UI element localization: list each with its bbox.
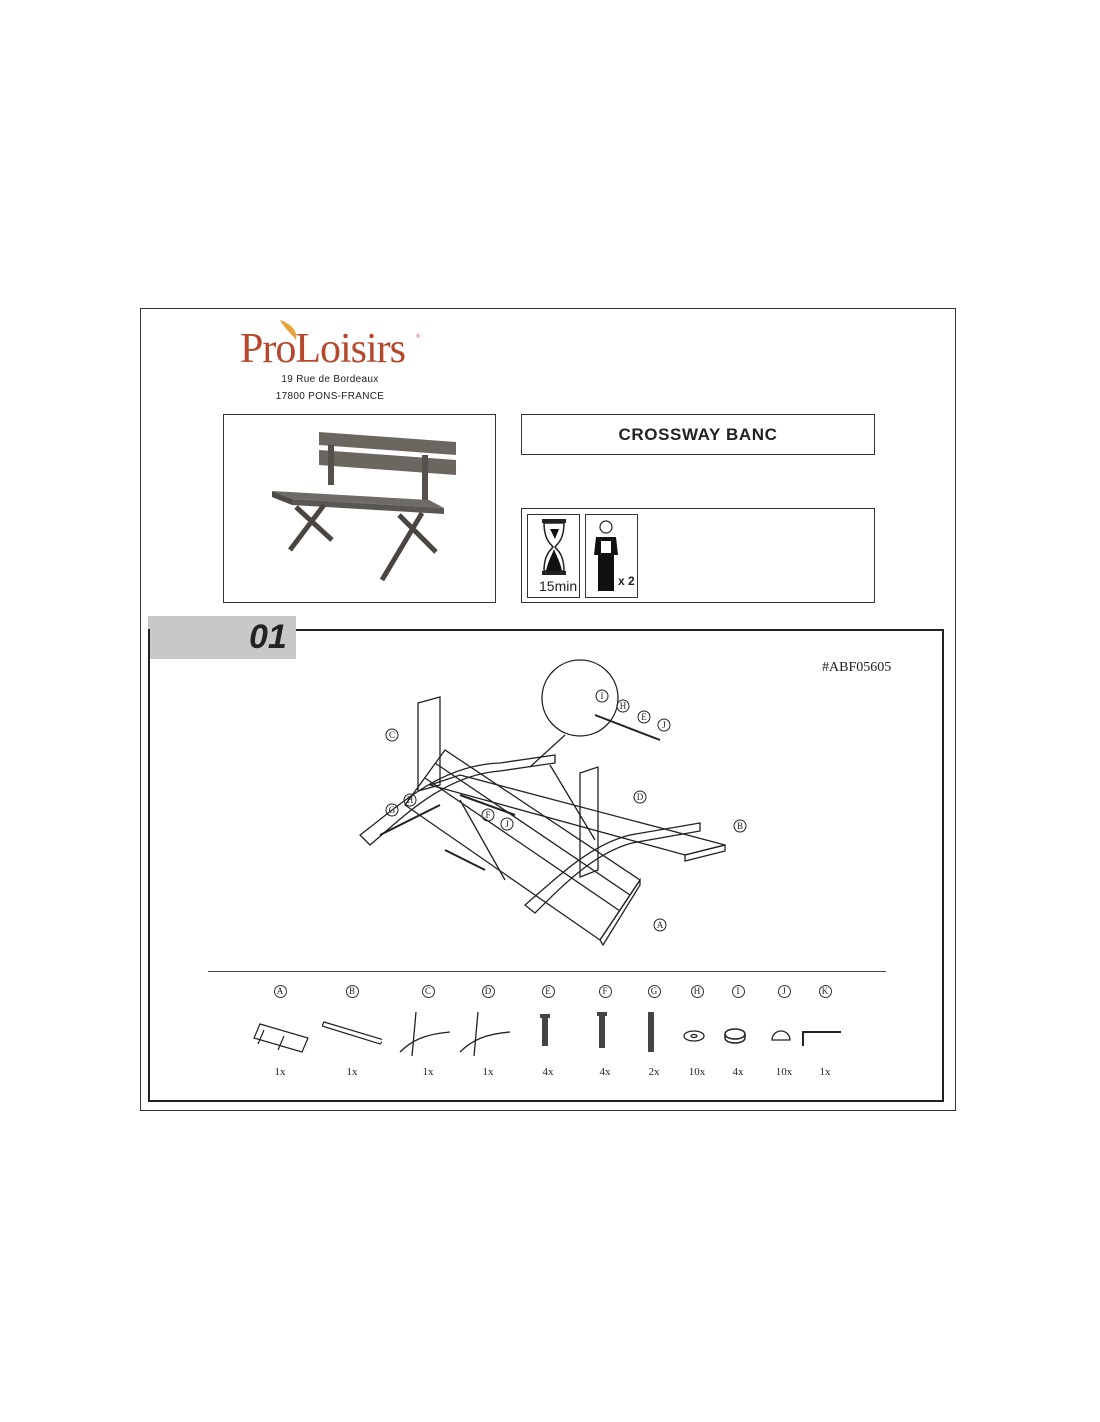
part-letter: A bbox=[274, 985, 287, 998]
bench-photo bbox=[224, 415, 495, 602]
part-qty-f: 4x bbox=[599, 1066, 611, 1078]
assembly-diagram bbox=[340, 655, 780, 955]
brand-logo bbox=[240, 318, 430, 374]
product-photo-frame bbox=[223, 414, 496, 603]
persons-count: x 2 bbox=[618, 574, 635, 588]
part-letter: C bbox=[422, 985, 435, 998]
part-qty-a: 1x bbox=[274, 1066, 286, 1078]
hourglass-icon bbox=[528, 517, 579, 577]
part-label-e bbox=[533, 981, 563, 999]
part-label-f bbox=[590, 981, 620, 999]
part-letter: F bbox=[599, 985, 612, 998]
persons-cell bbox=[585, 514, 638, 598]
diag-label-j: J bbox=[662, 720, 666, 730]
part-letter: B bbox=[346, 985, 359, 998]
product-title: CROSSWAY BANC bbox=[618, 424, 778, 444]
part-label-a bbox=[265, 981, 295, 999]
part-letter: D bbox=[482, 985, 495, 998]
address-line-2: 17800 PONS-FRANCE bbox=[275, 391, 385, 402]
address-line-1: 19 Rue de Bordeaux bbox=[281, 374, 379, 385]
product-reference: #ABF05605 bbox=[822, 660, 892, 675]
x-leg-left-icon bbox=[398, 1012, 458, 1062]
diag-label-h: H bbox=[619, 701, 627, 711]
parts-divider bbox=[208, 971, 886, 972]
part-qty-d: 1x bbox=[482, 1066, 494, 1078]
diag-label-i: I bbox=[600, 691, 604, 701]
part-label-g bbox=[639, 981, 669, 999]
part-letter: I bbox=[732, 985, 745, 998]
part-label-b bbox=[337, 981, 367, 999]
diag-label-c: C bbox=[388, 730, 396, 740]
svg-text:ProLoisirs: ProLoisirs bbox=[240, 326, 406, 372]
part-label-c bbox=[413, 981, 443, 999]
part-letter: J bbox=[778, 985, 791, 998]
diag-label-b: B bbox=[736, 821, 744, 831]
part-label-k bbox=[810, 981, 840, 999]
diag-label-g: G bbox=[388, 805, 396, 815]
svg-text:®: ® bbox=[416, 334, 421, 340]
part-letter: G bbox=[648, 985, 661, 998]
diag-label-e: E bbox=[641, 712, 647, 722]
part-qty-g: 2x bbox=[648, 1066, 660, 1078]
part-qty-c: 1x bbox=[422, 1066, 434, 1078]
time-cell bbox=[527, 514, 580, 598]
x-leg-right-icon bbox=[458, 1012, 518, 1062]
diag-label-f: F bbox=[485, 810, 491, 820]
part-qty-j: 10x bbox=[775, 1066, 793, 1078]
part-qty-e: 4x bbox=[542, 1066, 554, 1078]
time-label: 15min bbox=[539, 578, 578, 594]
crossbar-icon bbox=[322, 1012, 382, 1062]
part-label-d bbox=[473, 981, 503, 999]
step-number: 01 bbox=[249, 618, 287, 656]
diag-label-d: D bbox=[636, 792, 644, 802]
allen-key-icon bbox=[795, 1012, 855, 1062]
part-letter: K bbox=[819, 985, 832, 998]
part-qty-i: 4x bbox=[732, 1066, 744, 1078]
diag-label-j-mid: J bbox=[505, 819, 509, 829]
part-label-j bbox=[769, 981, 799, 999]
part-qty-k: 1x bbox=[819, 1066, 831, 1078]
assembly-info-box bbox=[521, 508, 875, 603]
part-letter: H bbox=[691, 985, 704, 998]
part-qty-h: 10x bbox=[688, 1066, 706, 1078]
part-label-h bbox=[682, 981, 712, 999]
diag-label-h-left: H bbox=[406, 795, 414, 805]
part-label-i bbox=[723, 981, 753, 999]
diag-label-a: A bbox=[656, 920, 664, 930]
seat-panel-icon bbox=[250, 1012, 310, 1062]
product-title-box bbox=[521, 414, 875, 455]
part-qty-b: 1x bbox=[346, 1066, 358, 1078]
short-bolt-icon bbox=[518, 1012, 578, 1062]
part-letter: E bbox=[542, 985, 555, 998]
